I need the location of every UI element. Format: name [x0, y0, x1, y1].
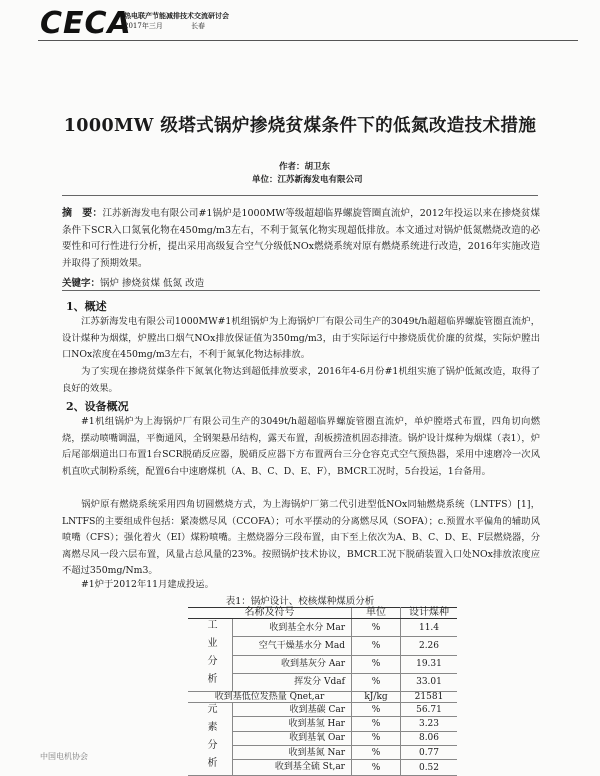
paragraph	[62, 414, 540, 480]
cell-value: 56.71	[401, 703, 458, 717]
abstract-text: 江苏新海发电有限公司#1锅炉是1000MW等级超超临界螺旋管圈直流炉，2012年投运以来在掺烧贫煤条件下SCR入口氮氧化物在450mg/m3左右，不利于氮氧化物实现超低排放。本文通过对锅炉低氮燃烧改造的必要性和可行性进行分析，提出采用高级复合空气分级低NOx燃烧系统对原有燃烧系统进行改造，2016年实施改造并取得了预期效果。	[62, 208, 540, 269]
paragraph-text: #1炉于2012年11月建成投运。	[81, 579, 214, 590]
coal-analysis-table	[188, 607, 457, 776]
column-header-design: 设计煤种	[401, 608, 458, 619]
cell-name: 收到基全水分 Mar	[233, 619, 352, 637]
paragraph	[62, 364, 540, 397]
table-header-row	[188, 608, 457, 619]
section-heading-equipment: 2、设备概况	[66, 400, 129, 413]
table-row	[188, 692, 457, 703]
keywords-text: 锅炉 掺烧贫煤 低氮 改造	[100, 278, 205, 289]
conference-name: 热电联产节能减排技术交流研讨会	[124, 11, 229, 20]
section-heading-overview: 1、概述	[66, 300, 107, 313]
abstract-label: 摘 要：	[62, 208, 103, 219]
cell-value: 21581	[401, 692, 458, 703]
cell-unit: %	[352, 637, 401, 655]
header-divider	[38, 40, 578, 41]
paragraph-text: 江苏新海发电有限公司1000MW#1机组锅炉为上海锅炉厂有限公司生产的3049t/h超超临界螺旋管圈直流炉，设计煤种为烟煤，炉膛出口烟气NOx排放保证值为350mg/m3，由于实际运行中掺烧质优价廉的贫煤，实际炉膛出口NOx浓度在450mg/m3左右，不利于氮氧化物达标排放。	[62, 316, 540, 360]
paragraph	[62, 314, 540, 364]
cell-name: 收到基灰分 Aar	[233, 655, 352, 673]
header-location: 长春	[191, 22, 206, 30]
paragraph	[62, 497, 540, 580]
column-header-name: 名称及符号	[188, 608, 352, 619]
cell-value: 3.23	[401, 717, 458, 731]
cell-value: 2.26	[401, 637, 458, 655]
table-row	[188, 619, 457, 637]
author-line: 作者：胡卫东	[279, 162, 331, 172]
header-date: 2017年三月	[124, 22, 163, 30]
cell-name: 收到基氧 Oar	[233, 731, 352, 745]
cell-name: 收到基氮 Nar	[233, 745, 352, 759]
cell-value: 11.4	[401, 619, 458, 637]
cell-name: 收到基低位发热量 Qnet,ar	[188, 692, 352, 703]
cell-value: 0.77	[401, 745, 458, 759]
paragraph-text: 锅炉原有燃烧系统采用四角切圆燃烧方式，为上海锅炉厂第二代引进型低NOx同轴燃烧系统（LNTFS）[1]，LNTFS的主要组成件包括：紧凑燃尽风（CCOFA）；可水平摆动的分离燃尽风（SOFA）；c.预置水平偏角的辅助风喷嘴（CFS）；强化着火（EI）煤粉喷嘴。主燃烧器分三段布置，由下至上依次为A、B、C、D、E、F层燃烧器，分离燃尽风一段六层布置，风量占总风量的23%。按照锅炉技术协议，BMCR工况下脱硝装置入口处NOx排放浓度应不超过350mg/Nm3。	[62, 499, 540, 576]
cell-value: 8.06	[401, 731, 458, 745]
column-header-unit: 单位	[352, 608, 401, 619]
cell-unit: %	[352, 760, 401, 776]
cell-name: 挥发分 Vdaf	[233, 673, 352, 691]
paper-title: 1000MW 级塔式锅炉掺烧贫煤条件下的低氮改造技术措施	[63, 116, 537, 136]
footer-watermark: 中国电机协会	[40, 752, 88, 761]
keywords-divider	[62, 290, 540, 291]
cell-unit: %	[352, 703, 401, 717]
cell-value: 19.31	[401, 655, 458, 673]
cell-name: 空气干燥基水分 Mad	[233, 637, 352, 655]
cell-unit: %	[352, 731, 401, 745]
table-caption: 表1：锅炉设计、校核煤种煤质分析	[225, 596, 375, 607]
abstract	[62, 206, 540, 272]
paragraph	[62, 577, 540, 594]
cell-value: 0.52	[401, 760, 458, 776]
cell-name: 收到基全硫 St,ar	[233, 760, 352, 776]
paragraph-text: #1机组锅炉为上海锅炉厂有限公司生产的3049t/h超超临界螺旋管圈直流炉，单炉膛塔式布置，四角切向燃烧，摆动喷嘴调温，平衡通风，全钢架悬吊结构，露天布置，刮板捞渣机固态排渣。锅炉设计煤种为烟煤（表1），炉后尾部烟道出口布置1台SCR脱硝反应器，脱硝反应器下方布置两台三分仓容克式空气预热器，采用中速磨冷一次风机直吹式制粉系统，配置6台中速磨煤机（A、B、C、D、E、F），BMCR工况时，5台投运，1台备用。	[62, 416, 540, 477]
cell-unit: kJ/kg	[352, 692, 401, 703]
group-label-proximate: 工业分析	[188, 619, 233, 692]
cell-unit: %	[352, 745, 401, 759]
cell-unit: %	[352, 717, 401, 731]
title-divider	[62, 195, 538, 196]
affiliation-line: 单位：江苏新海发电有限公司	[252, 175, 363, 185]
keywords	[62, 275, 540, 289]
keywords-label: 关键字：	[62, 278, 101, 289]
cell-name: 收到基碳 Car	[233, 703, 352, 717]
ceca-logo: CECA	[40, 6, 132, 41]
cell-name: 收到基氢 Har	[233, 717, 352, 731]
table-row	[188, 703, 457, 717]
cell-unit: %	[352, 619, 401, 637]
cell-value: 33.01	[401, 673, 458, 691]
header-info	[124, 10, 231, 32]
cell-unit: %	[352, 673, 401, 691]
group-label-ultimate: 元素分析	[188, 703, 233, 776]
cell-unit: %	[352, 655, 401, 673]
paragraph-text: 为了实现在掺烧贫煤条件下氮氧化物达到超低排放要求，2016年4-6月份#1机组实施了锅炉低氮改造，取得了良好的效果。	[62, 366, 540, 394]
